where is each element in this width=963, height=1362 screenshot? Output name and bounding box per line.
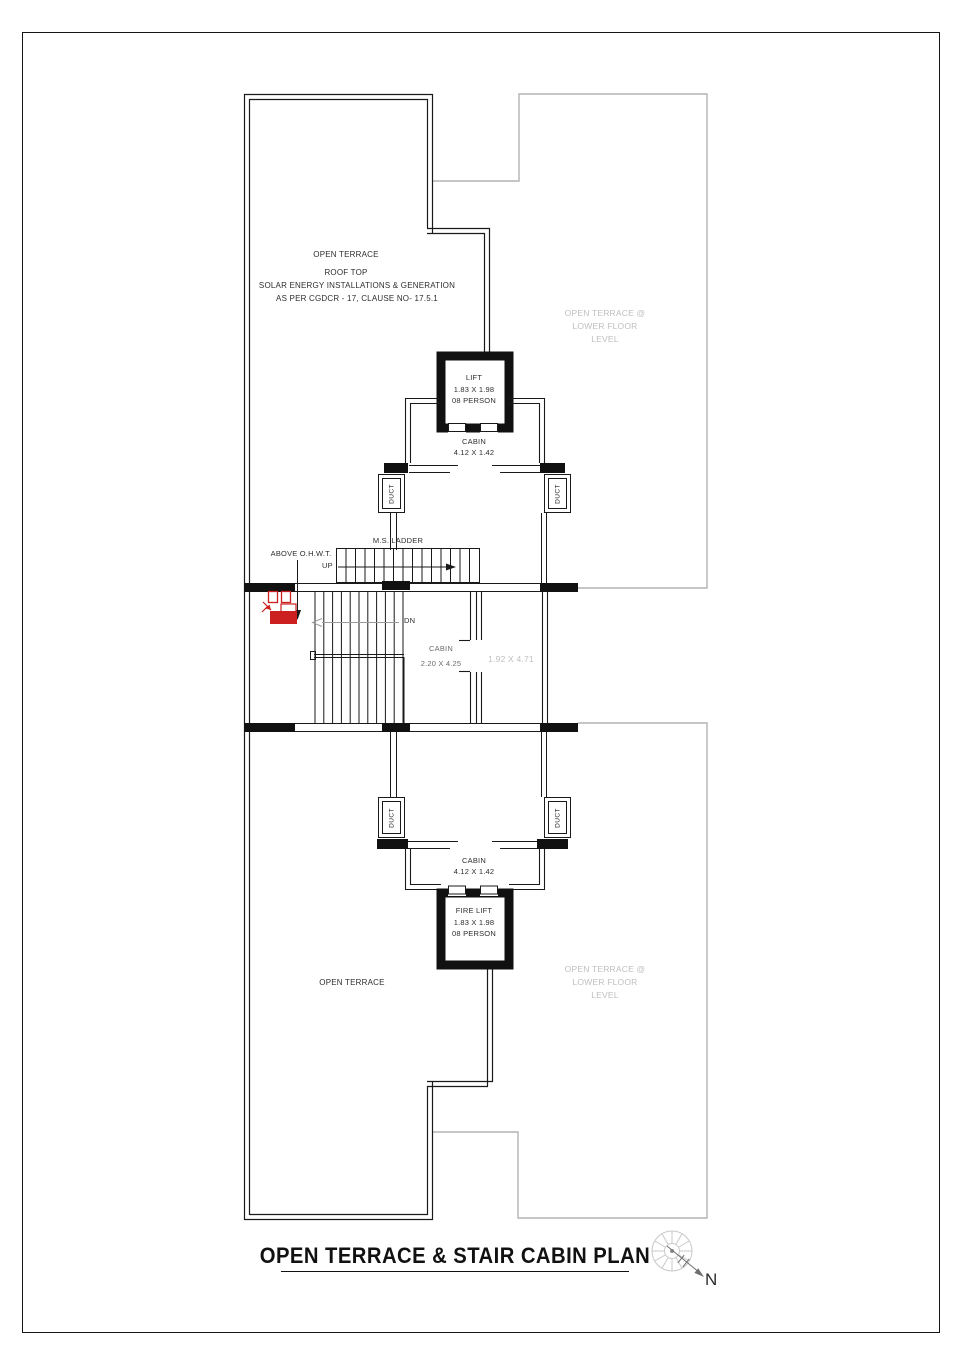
up-label: UP	[322, 561, 333, 570]
north-label: N	[705, 1270, 718, 1289]
open-terrace-top-label: OPEN TERRACE	[313, 250, 379, 259]
title-underline	[281, 1271, 629, 1272]
mid-room-dim-label: 1.92 X 4.71	[488, 654, 534, 664]
lift-label: LIFT 1.83 X 1.98 08 PERSON	[452, 373, 496, 405]
ms-ladder-label: M.S. LADDER	[372, 536, 424, 545]
dn-arrow	[313, 619, 400, 627]
roof-top-label: ROOF TOP	[324, 268, 368, 277]
upper-cabin-label: CABIN 4.12 X 1.42	[453, 437, 495, 457]
north-compass-icon	[652, 1231, 704, 1277]
mid-cabin-partition	[459, 591, 482, 723]
lower-cabin-label: CABIN 4.12 X 1.42	[453, 856, 495, 876]
dn-label: DN	[404, 616, 416, 625]
solar-note-label: SOLAR ENERGY INSTALLATIONS & GENERATION	[258, 281, 456, 290]
fire-equipment-icon	[262, 592, 297, 625]
lower-duct-row	[377, 798, 571, 850]
lower-floor-terrace-outline	[432, 94, 707, 1218]
cgdcr-note-label: AS PER CGDCR - 17, CLAUSE NO- 17.5.1	[276, 294, 438, 303]
stair-rail	[311, 652, 405, 724]
fire-lift-label: FIRE LIFT 1.83 X 1.98 08 PERSON	[452, 906, 496, 938]
open-terrace-bottom-label: OPEN TERRACE	[319, 978, 385, 987]
ohwt-label: ABOVE O.H.W.T.	[270, 549, 332, 558]
ms-ladder-flight	[337, 549, 480, 583]
upper-duct-row	[379, 463, 571, 583]
duct-label-upper-left: DUCT	[388, 483, 395, 504]
duct-label-lower-right: DUCT	[554, 807, 561, 828]
lower-connector-walls	[391, 731, 547, 797]
drawing-title: OPEN TERRACE & STAIR CABIN PLAN	[259, 1243, 651, 1268]
terrace-lower-level-note-bottom: OPEN TERRACE @ LOWER FLOOR LEVEL	[564, 964, 646, 1000]
terrace-lower-level-note-top: OPEN TERRACE @ LOWER FLOOR LEVEL	[564, 308, 646, 344]
duct-label-lower-left: DUCT	[388, 807, 395, 828]
duct-label-upper-right: DUCT	[554, 483, 561, 504]
mid-cabin-label: CABIN 2.20 X 4.25	[420, 644, 462, 668]
